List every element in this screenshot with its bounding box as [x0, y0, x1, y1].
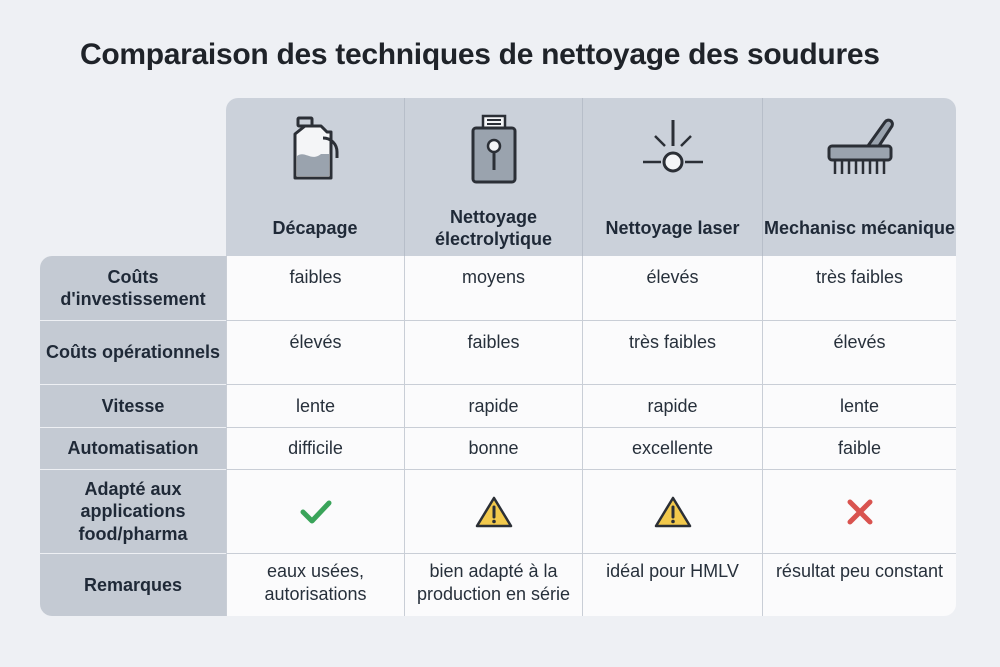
table-cell: idéal pour HMLV [582, 554, 762, 616]
table-cell: faibles [226, 256, 404, 321]
table-cell: très faibles [762, 256, 956, 321]
table-cell: élevés [762, 321, 956, 385]
table-cell [226, 470, 404, 554]
cross-icon [845, 497, 875, 527]
table-cell: rapide [404, 385, 582, 428]
table-cell [582, 470, 762, 554]
column-label: Mechanisc mécanique [763, 217, 956, 238]
column-label: Nettoyage électrolytique [434, 206, 553, 249]
table-cell: résultat peu constant [762, 554, 956, 616]
table-cell: bonne [404, 428, 582, 470]
table-cell: difficile [226, 428, 404, 470]
corner-cell [40, 98, 226, 256]
column-label: Nettoyage laser [605, 217, 740, 238]
row-label-automatisation: Automatisation [40, 428, 226, 470]
table-cell: lente [762, 385, 956, 428]
page-title: Comparaison des techniques de nettoyage des soudures [80, 38, 880, 71]
table-cell: lente [226, 385, 404, 428]
table-cell: faibles [404, 321, 582, 385]
table-cell: faible [762, 428, 956, 470]
table-cell: rapide [582, 385, 762, 428]
row-label-food-pharma: Adapté aux applications food/pharma [40, 470, 226, 554]
table-cell: élevés [226, 321, 404, 385]
row-label-couts-investissement: Coûts d'investissement [40, 256, 226, 321]
warning-icon [654, 495, 692, 529]
table-cell: bien adapté à la production en série [404, 554, 582, 616]
row-label-remarques: Remarques [40, 554, 226, 616]
comparison-table [40, 98, 956, 616]
table-cell: excellente [582, 428, 762, 470]
warning-icon [475, 495, 513, 529]
column-header-electrolytique [404, 98, 582, 256]
table-cell: très faibles [582, 321, 762, 385]
row-label-couts-operationnels: Coûts opérationnels [40, 321, 226, 385]
chemical-canister-icon [280, 114, 350, 184]
laser-icon [638, 114, 708, 184]
table-cell [762, 470, 956, 554]
column-label: Décapage [272, 217, 358, 238]
table-cell: élevés [582, 256, 762, 321]
column-header-laser [582, 98, 762, 256]
electrolytic-device-icon [459, 114, 529, 184]
table-cell [404, 470, 582, 554]
column-header-mecanique [762, 98, 956, 256]
column-header-decapage [226, 98, 404, 256]
brush-icon [825, 114, 895, 184]
table-cell: eaux usées, autorisations [226, 554, 404, 616]
row-label-vitesse: Vitesse [40, 385, 226, 428]
check-icon [299, 498, 333, 526]
table-cell: moyens [404, 256, 582, 321]
